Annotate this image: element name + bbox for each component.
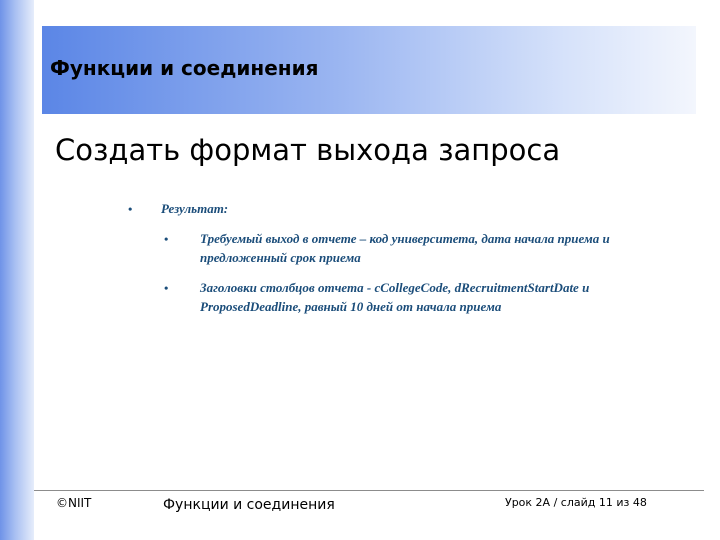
slide-title: Создать формат выхода запроса — [55, 133, 561, 167]
sub-bullet-text: Заголовки столбцов отчета - cCollegeCode, dRecruitmentStartDate и ProposedDeadline, равный 10 дней от начала приема — [200, 280, 590, 314]
bullet-list — [128, 199, 658, 316]
sub-bullet-item-output — [164, 229, 658, 267]
header-title: Функции и соединения — [50, 56, 319, 80]
bullet-item-result — [128, 199, 658, 218]
bullet-icon: • — [164, 232, 169, 246]
sub-bullet-item-headers — [164, 278, 658, 316]
header-band — [42, 26, 696, 114]
bullet-icon: • — [128, 202, 133, 216]
footer-divider — [34, 490, 704, 491]
left-decorative-bar — [0, 0, 34, 540]
bullet-icon: • — [164, 281, 169, 295]
bullet-text: Результат: — [161, 201, 229, 216]
footer-slide-number: Урок 2A / слайд 11 из 48 — [505, 496, 647, 509]
footer-course-title: Функции и соединения — [163, 497, 335, 513]
sub-bullet-text: Требуемый выход в отчете – код университета, дата начала приема и предложенный срок приема — [200, 231, 610, 265]
footer-copyright: ©NIIT — [56, 496, 92, 510]
